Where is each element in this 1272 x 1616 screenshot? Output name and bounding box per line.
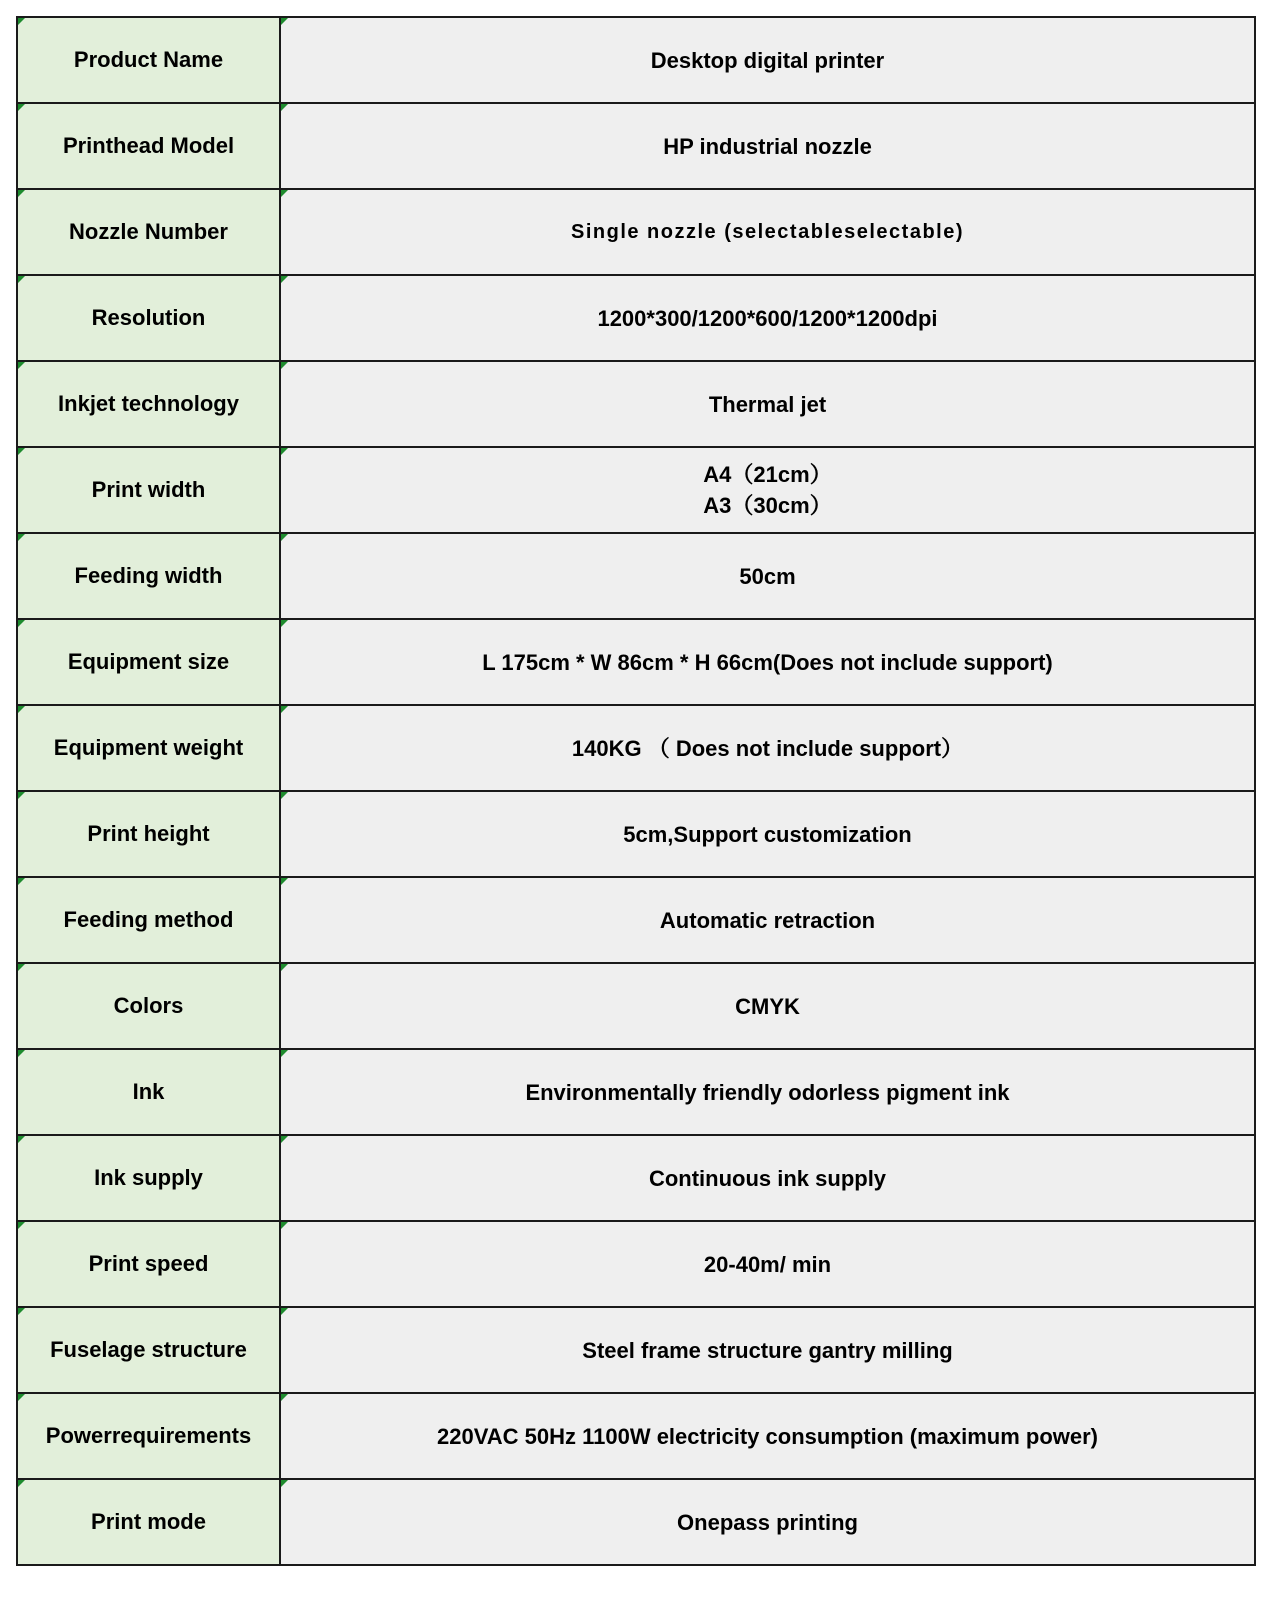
table-row [17,17,1255,103]
spec-value-cell [280,1479,1255,1565]
corner-marker [18,104,25,111]
table-row [17,1049,1255,1135]
spec-value-cell [280,1393,1255,1479]
corner-marker [281,1480,288,1487]
spec-label-cell [17,275,280,361]
corner-marker [281,1222,288,1229]
spec-label: Colors [113,993,184,1018]
spec-value-cell [280,1221,1255,1307]
corner-marker [281,706,288,713]
spec-value: HP industrial nozzle [663,133,872,159]
table-row [17,1135,1255,1221]
spec-label: Fuselage structure [50,1337,247,1362]
spec-label-cell [17,963,280,1049]
corner-marker [18,1050,25,1057]
corner-marker [281,792,288,799]
spec-label: Product Name [73,47,224,72]
spec-value: 140KG （ Does not include support） [571,735,964,761]
table-row [17,791,1255,877]
corner-marker [18,534,25,541]
spec-label: Ink supply [94,1165,203,1190]
corner-marker [281,362,288,369]
spec-value-cell [280,361,1255,447]
spec-label-cell [17,705,280,791]
spec-value: CMYK [735,993,800,1019]
spec-label: Resolution [91,305,206,330]
corner-marker [18,362,25,369]
spec-label-cell [17,189,280,275]
spec-label-cell [17,1307,280,1393]
table-row [17,361,1255,447]
corner-marker [18,964,25,971]
spec-label-cell [17,1479,280,1565]
table-row [17,189,1255,275]
corner-marker [281,534,288,541]
spec-value: 1200*300/1200*600/1200*1200dpi [597,305,938,331]
spec-label: Inkjet technology [58,391,239,416]
spec-label-cell [17,1393,280,1479]
spec-label: Print height [87,821,210,846]
spec-label: Ink [132,1079,165,1104]
spec-value: L 175cm * W 86cm * H 66cm(Does not include support) [482,649,1053,675]
corner-marker [281,620,288,627]
spec-label-cell [17,877,280,963]
table-row [17,877,1255,963]
spec-value: Continuous ink supply [648,1165,887,1191]
spec-label: Printhead Model [62,133,235,158]
spec-value: 5cm,Support customization [623,821,912,847]
table-row [17,533,1255,619]
corner-marker [18,1394,25,1401]
spec-label: Powerrequirements [45,1423,252,1448]
spec-value-cell [280,619,1255,705]
spec-label-cell [17,1049,280,1135]
corner-marker [281,878,288,885]
spec-value: 50cm [739,563,796,589]
table-row [17,1307,1255,1393]
corner-marker [18,448,25,455]
spec-value-cell [280,533,1255,619]
table-row [17,705,1255,791]
spec-label: Print speed [88,1251,209,1276]
table-row [17,619,1255,705]
corner-marker [18,878,25,885]
corner-marker [18,1136,25,1143]
corner-marker [281,1136,288,1143]
spec-table-body [17,17,1255,1565]
corner-marker [18,1222,25,1229]
spec-value: A3（30cm） [703,493,832,518]
spec-value: 20-40m/ min [703,1251,832,1277]
spec-label-cell [17,103,280,189]
spec-label-cell [17,1221,280,1307]
spec-value-cell [280,447,1255,533]
spec-value-cell [280,103,1255,189]
spec-label: Print width [91,477,206,502]
spec-value-cell [280,1135,1255,1221]
spec-value: Automatic retraction [659,907,876,933]
spec-value: Environmentally friendly odorless pigment ink [525,1079,1010,1105]
corner-marker [281,190,288,197]
spec-value-cell [280,189,1255,275]
corner-marker [281,1050,288,1057]
corner-marker [281,1394,288,1401]
spec-label: Feeding width [74,563,223,588]
spec-value-cell [280,963,1255,1049]
spec-value: A4（21cm） [703,462,832,487]
corner-marker [281,964,288,971]
spec-label: Equipment size [67,649,230,674]
corner-marker [281,1308,288,1315]
table-row [17,1221,1255,1307]
corner-marker [281,448,288,455]
corner-marker [18,620,25,627]
spec-value-cell [280,1049,1255,1135]
table-row [17,447,1255,533]
spec-label-cell [17,17,280,103]
corner-marker [18,706,25,713]
spec-value: Single nozzle (selectableselectable) [570,220,964,243]
spec-label: Equipment weight [53,735,244,760]
table-row [17,1393,1255,1479]
spec-value-cell [280,1307,1255,1393]
table-row [17,103,1255,189]
spec-table [16,16,1256,1566]
spec-value: Steel frame structure gantry milling [582,1337,953,1363]
table-row [17,1479,1255,1565]
spec-value-cell [280,275,1255,361]
spec-label-cell [17,533,280,619]
corner-marker [18,190,25,197]
spec-label: Nozzle Number [69,219,228,244]
spec-label-cell [17,619,280,705]
corner-marker [18,18,25,25]
spec-value-cell [280,705,1255,791]
spec-value-cell [280,877,1255,963]
spec-label: Feeding method [63,907,234,932]
spec-value-cell [280,791,1255,877]
spec-value: Desktop digital printer [650,47,885,73]
spec-label-cell [17,791,280,877]
corner-marker [281,18,288,25]
corner-marker [18,276,25,283]
corner-marker [281,104,288,111]
corner-marker [18,1308,25,1315]
table-row [17,275,1255,361]
spec-value: Onepass printing [677,1509,858,1535]
spec-label-cell [17,447,280,533]
spec-value: 220VAC 50Hz 1100W electricity consumption (maximum power) [436,1423,1099,1449]
corner-marker [281,276,288,283]
spec-label-cell [17,361,280,447]
corner-marker [18,792,25,799]
corner-marker [18,1480,25,1487]
spec-value-cell [280,17,1255,103]
table-row [17,963,1255,1049]
spec-label-cell [17,1135,280,1221]
spec-value: Thermal jet [708,391,827,417]
spec-label: Print mode [91,1509,206,1534]
